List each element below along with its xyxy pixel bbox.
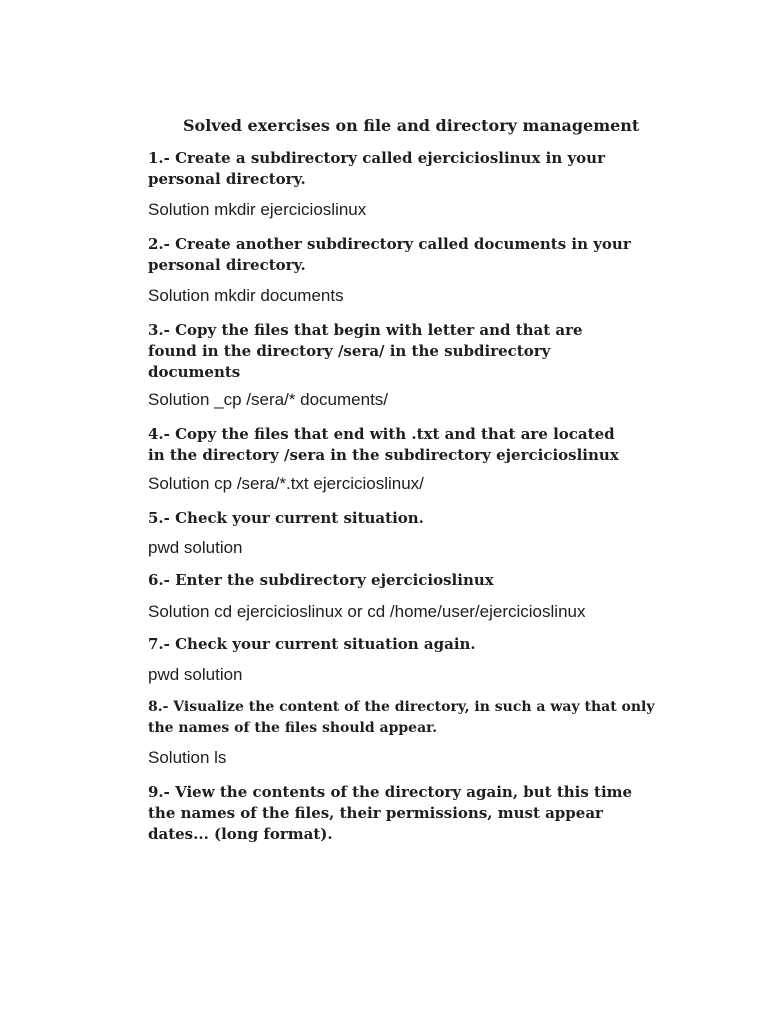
- exercise-6-question: [148, 570, 618, 591]
- exercise-9-question: [148, 782, 633, 845]
- question-line: the names of the files, their permissions, must appear: [148, 804, 603, 822]
- question-line: 5.- Check your current situation.: [148, 509, 424, 527]
- page-title: Solved exercises on file and directory management: [183, 116, 640, 135]
- exercise-6-solution: Solution cd ejercicioslinux or cd /home/user/ejercicioslinux: [148, 602, 586, 621]
- question-line: found in the directory /sera/ in the subdirectory: [148, 342, 551, 360]
- exercise-5-question: [148, 508, 618, 529]
- exercise-2-solution: Solution mkdir documents: [148, 286, 344, 305]
- question-line: personal directory.: [148, 170, 306, 188]
- exercise-4-solution: Solution cp /sera/*.txt ejercicioslinux/: [148, 474, 424, 493]
- question-line: 4.- Copy the files that end with .txt and that are located: [148, 425, 615, 443]
- question-line: the names of the files should appear.: [148, 720, 438, 736]
- question-line: 8.- Visualize the content of the directory, in such a way that only: [148, 699, 655, 715]
- question-line: documents: [148, 363, 241, 381]
- question-line: 2.- Create another subdirectory called documents in your: [148, 235, 631, 253]
- exercise-5-solution: pwd solution: [148, 538, 243, 557]
- question-line: 9.- View the contents of the directory again, but this time: [148, 783, 633, 801]
- question-line: 1.- Create a subdirectory called ejercicioslinux in your: [148, 149, 605, 167]
- question-line: 7.- Check your current situation again.: [148, 635, 476, 653]
- exercise-3-solution: Solution _cp /sera/* documents/: [148, 390, 389, 409]
- exercise-8-question: [148, 697, 655, 739]
- exercise-7-question: [148, 634, 618, 655]
- exercise-4-question: [148, 424, 618, 466]
- question-line: dates... (long format).: [148, 825, 333, 843]
- question-line: 3.- Copy the files that begin with letter and that are: [148, 321, 583, 339]
- exercise-8-solution: Solution ls: [148, 748, 227, 767]
- question-line: personal directory.: [148, 256, 306, 274]
- exercise-1-solution: Solution mkdir ejercicioslinux: [148, 200, 367, 219]
- exercise-2-question: [148, 234, 631, 276]
- exercise-3-question: [148, 320, 618, 383]
- question-line: 6.- Enter the subdirectory ejercicioslinux: [148, 571, 494, 589]
- exercise-1-question: [148, 148, 618, 190]
- exercise-7-solution: pwd solution: [148, 665, 243, 684]
- question-line: in the directory /sera in the subdirectory ejercicioslinux: [148, 446, 619, 464]
